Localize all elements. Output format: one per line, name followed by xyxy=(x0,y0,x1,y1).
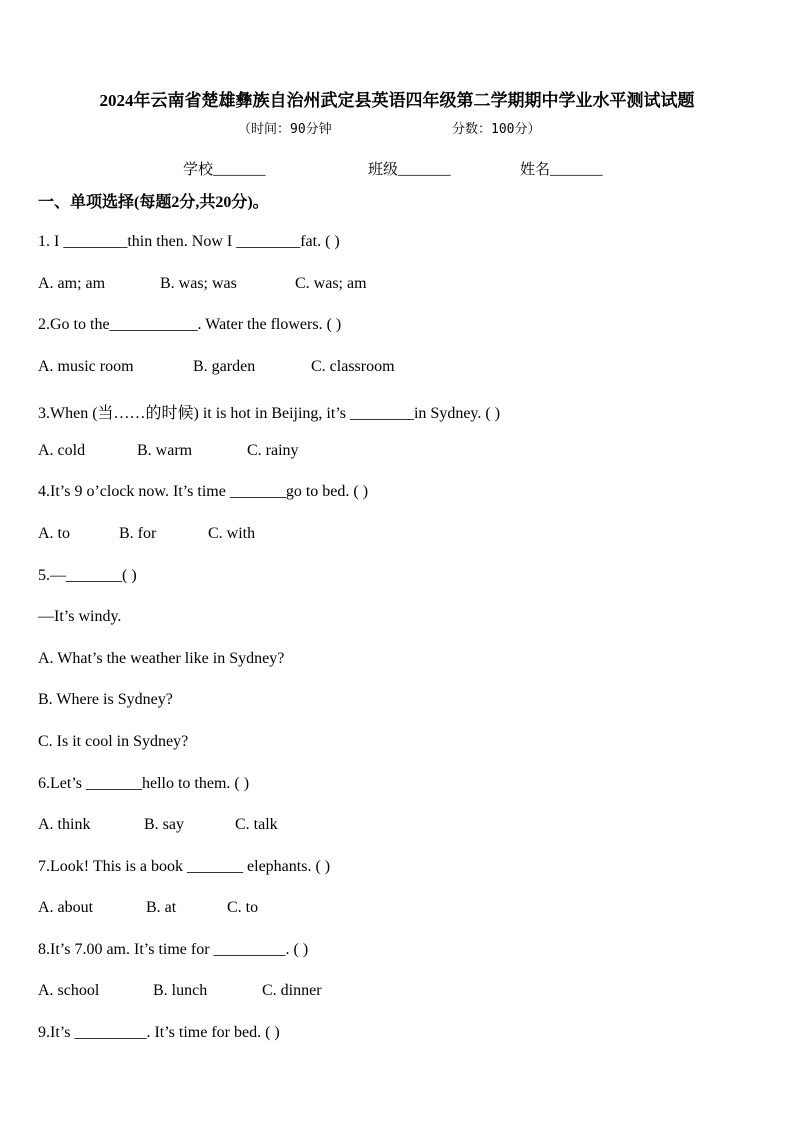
option-b: B. at xyxy=(146,899,177,916)
option-c: C. dinner xyxy=(262,982,322,999)
school-field xyxy=(183,158,266,179)
option-a: A. about xyxy=(38,899,94,916)
option-b: B. lunch xyxy=(153,982,208,999)
name-field xyxy=(520,158,603,179)
question-8-options xyxy=(38,982,322,1000)
question-5-option-b: B. Where is Sydney? xyxy=(38,691,173,708)
option-a: A. am; am xyxy=(38,275,106,292)
question-1-stem: 1. I ________thin then. Now I ________fat. ( ) xyxy=(38,233,340,250)
option-b: B. was; was xyxy=(160,275,237,292)
section-title: 一、单项选择(每题2分,共20分)。 xyxy=(38,194,269,211)
exam-score: 分数：100分） xyxy=(452,122,541,137)
name-label: 姓名 xyxy=(520,162,551,178)
option-c: C. was; am xyxy=(295,275,367,292)
question-6-options xyxy=(38,816,278,834)
option-c: C. talk xyxy=(235,816,278,833)
option-b: B. garden xyxy=(193,358,256,375)
question-7-stem: 7.Look! This is a book _______ elephants. ( ) xyxy=(38,858,331,875)
class-label: 班级 xyxy=(368,162,399,178)
question-2-options xyxy=(38,358,395,376)
option-b: B. say xyxy=(144,816,184,833)
option-a: A. school xyxy=(38,982,100,999)
option-a: A. think xyxy=(38,816,91,833)
class-field xyxy=(368,158,451,179)
question-5-option-c: C. Is it cool in Sydney? xyxy=(38,733,189,750)
question-4-options xyxy=(38,525,255,543)
question-1-options xyxy=(38,275,367,293)
question-9-stem: 9.It’s _________. It’s time for bed. ( ) xyxy=(38,1024,280,1041)
option-b: B. warm xyxy=(137,442,193,459)
class-blank: _______ xyxy=(398,162,451,178)
question-5-answer: —It’s windy. xyxy=(38,608,122,625)
option-c: C. rainy xyxy=(247,442,299,459)
option-a: A. cold xyxy=(38,442,86,459)
question-2-stem: 2.Go to the___________. Water the flowers. ( ) xyxy=(38,316,342,333)
option-a: A. music room xyxy=(38,358,134,375)
question-7-options xyxy=(38,899,258,917)
question-3-stem: 3.When (当……的时候) it is hot in Beijing, it’s ________in Sydney. ( ) xyxy=(38,405,501,422)
option-a: A. to xyxy=(38,525,70,542)
question-5-option-a: A. What’s the weather like in Sydney? xyxy=(38,650,285,667)
option-c: C. classroom xyxy=(311,358,395,375)
school-label: 学校 xyxy=(183,162,214,178)
question-3-options xyxy=(38,442,299,460)
question-4-stem: 4.It’s 9 o’clock now. It’s time _______go to bed. ( ) xyxy=(38,483,369,500)
question-8-stem: 8.It’s 7.00 am. It’s time for _________. ( ) xyxy=(38,941,309,958)
exam-title: 2024年云南省楚雄彝族自治州武定县英语四年级第二学期期中学业水平测试试题 xyxy=(99,91,695,110)
question-5-stem: 5.—_______( ) xyxy=(38,567,137,584)
option-b: B. for xyxy=(119,525,157,542)
option-c: C. with xyxy=(208,525,256,542)
question-6-stem: 6.Let’s _______hello to them. ( ) xyxy=(38,775,250,792)
name-blank: _______ xyxy=(550,162,603,178)
option-c: C. to xyxy=(227,899,259,916)
school-blank: _______ xyxy=(213,162,266,178)
exam-time: （时间：90分钟 xyxy=(238,122,332,137)
